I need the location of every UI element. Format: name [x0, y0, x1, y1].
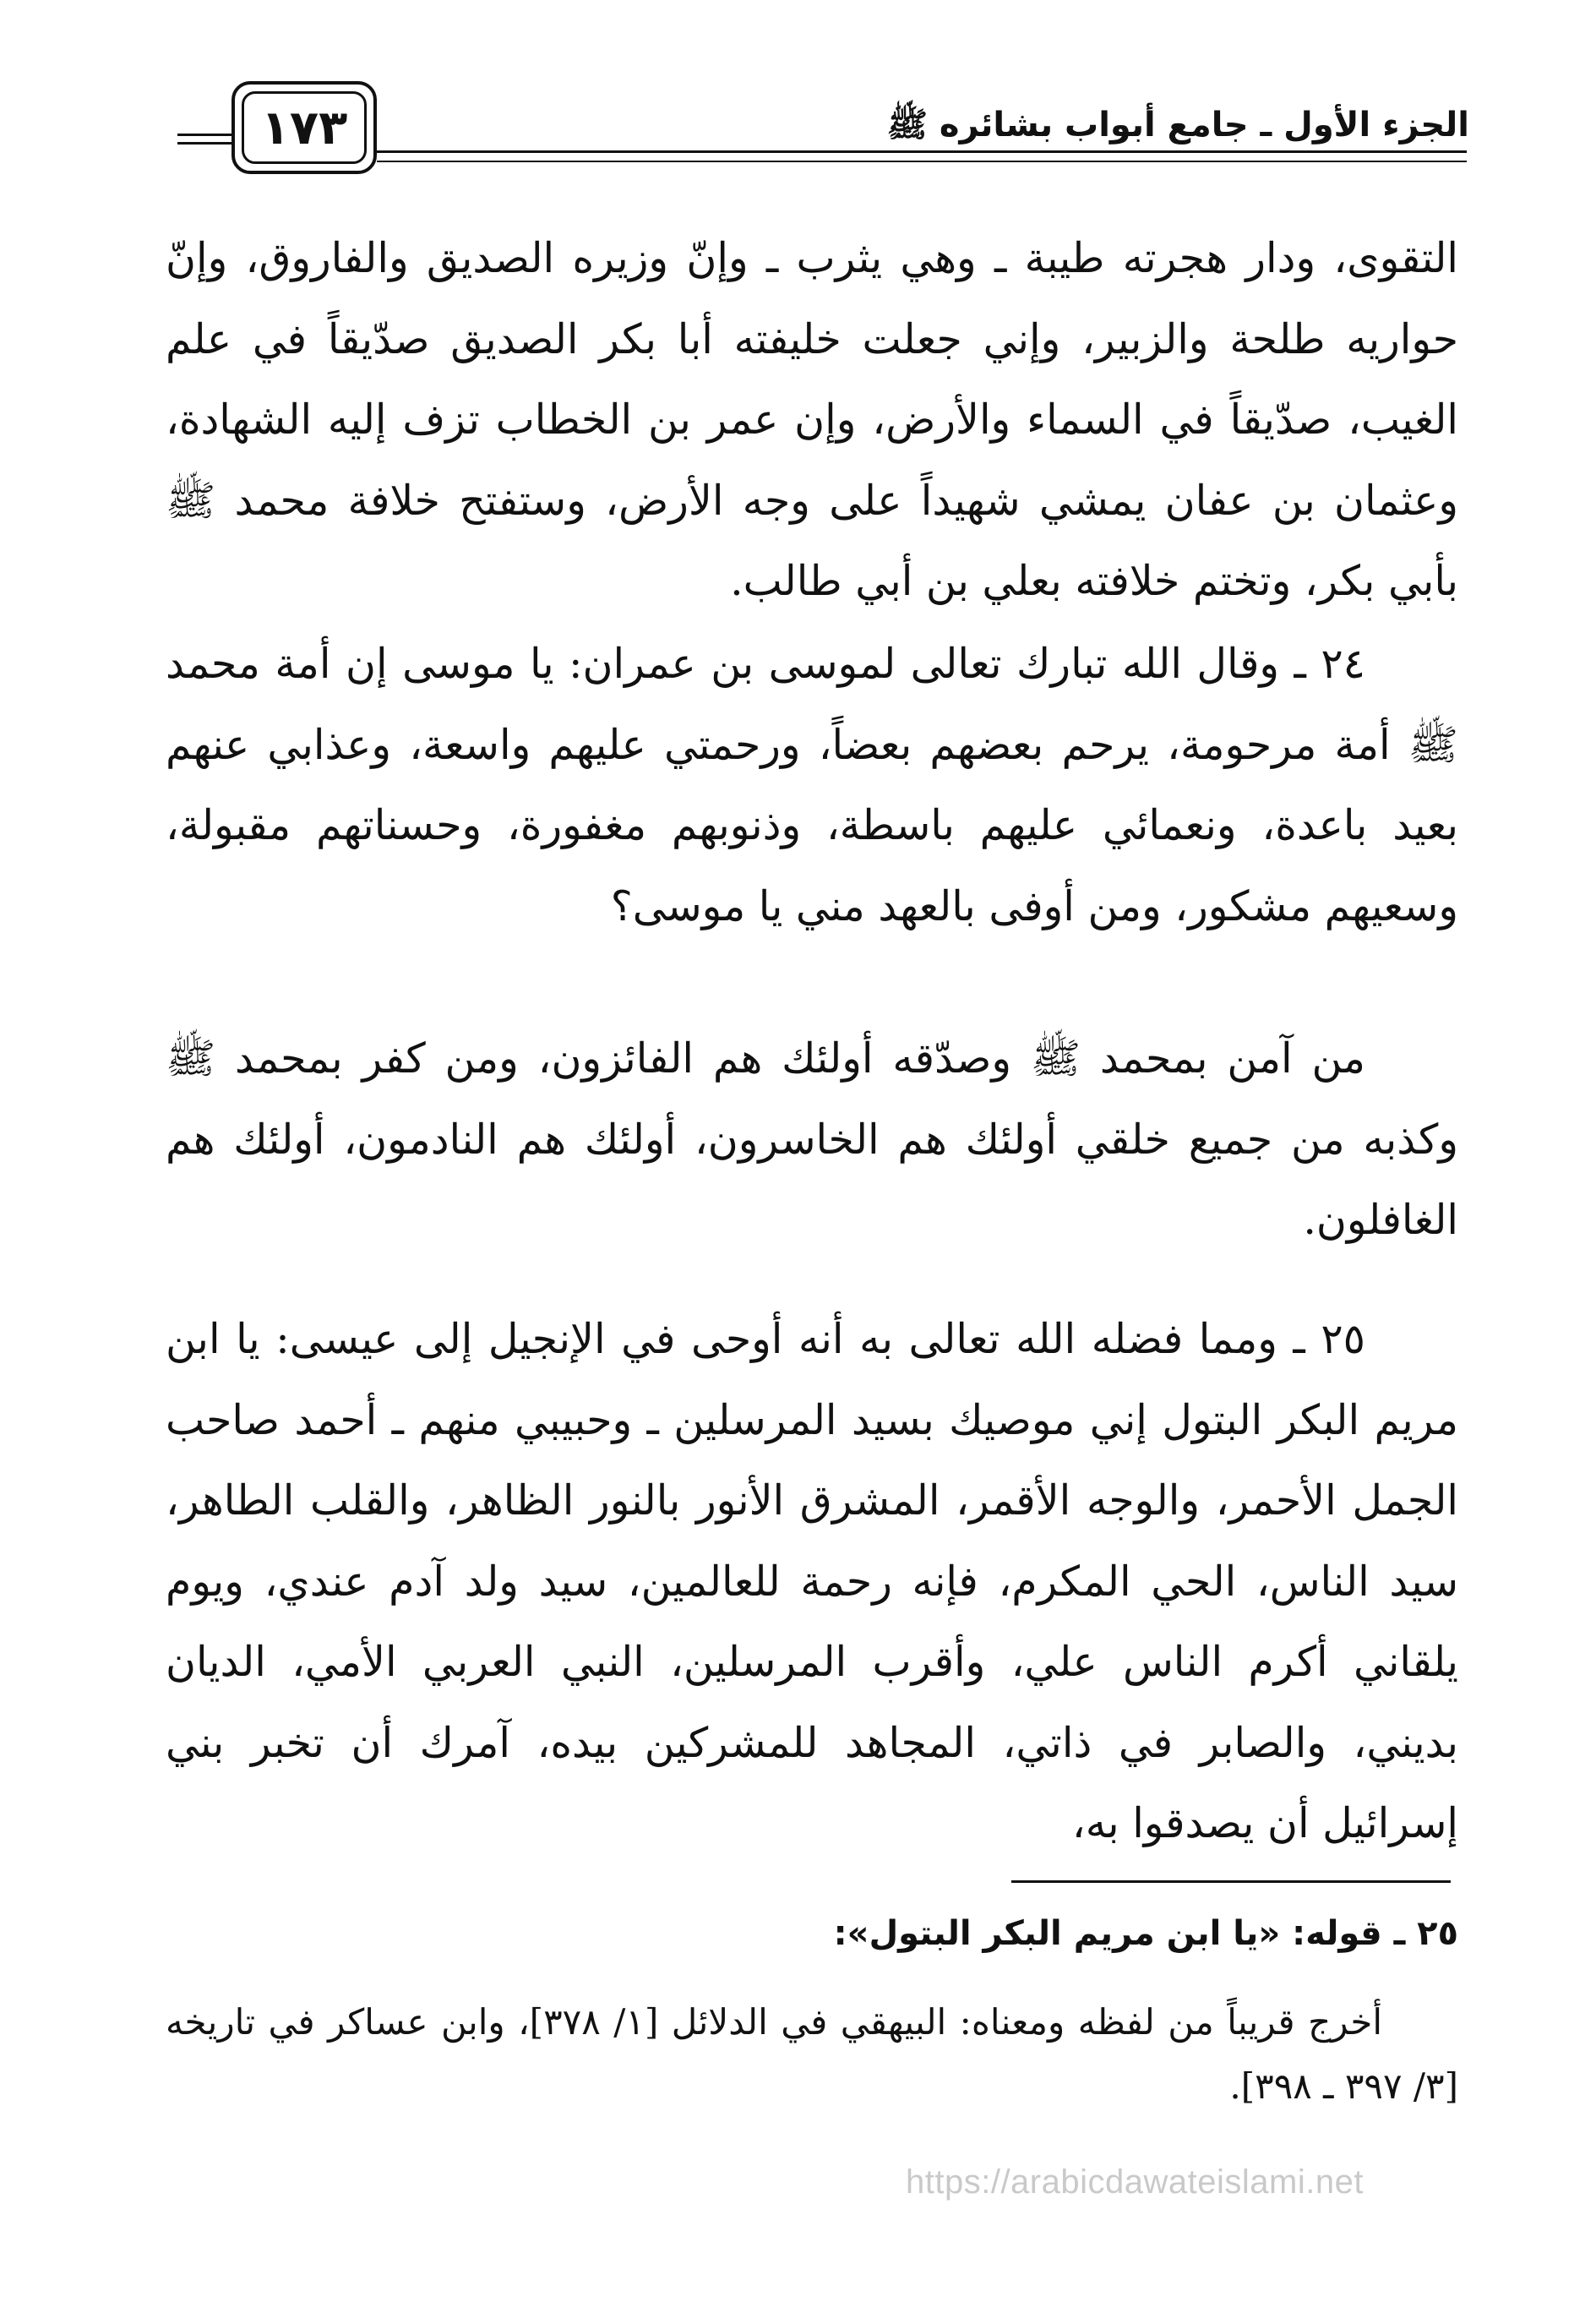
paragraph-3: من آمن بمحمد ﷺ وصدّقه أولئك هم الفائزون، ومن كفر بمحمد ﷺ وكذبه من جميع خلقي أولئك هم الخاسرون، أولئك هم النادمون، أولئك هم الغافلون.: [166, 1034, 1458, 1244]
footnote-separator: [1011, 1880, 1451, 1883]
header-rule-right-2: [377, 161, 1467, 162]
header-rule-right: [377, 150, 1467, 153]
header-rule-left: [177, 134, 233, 136]
paragraph-1: التقوى، ودار هجرته طيبة ـ وهي يثرب ـ وإنّ وزيره الصديق والفاروق، وإنّ حواريه طلحة والزبير، وإني جعلت خليفته أبا بكر الصديق صدّيقاً في علم الغيب، صدّيقاً في السماء والأرض، وإن عمر بن الخطاب تزف إليه الشهادة، وعثمان بن عفان يمشي شهيداً على وجه الأرض، وستفتح خلافة محمد ﷺ بأبي بكر، وتختم خلافته بعلي بن أبي طالب.: [166, 234, 1458, 605]
paragraph-2: ٢٤ ـ وقال الله تبارك تعالى لموسى بن عمران: يا موسى إن أمة محمد ﷺ أمة مرحومة، يرحم بعضهم بعضاً، ورحمتي عليهم واسعة، وعذابي عنهم بعيد باعدة، ونعمائي عليهم باسطة، وذنوبهم مغفورة، وحسناتهم مقبولة، وسعيهم مشكور، ومن أوفى بالعهد مني يا موسى؟: [166, 640, 1458, 930]
running-header: الجزء الأول ـ جامع أبواب بشائره ﷺ: [886, 106, 1469, 145]
page-number-frame: [232, 81, 377, 174]
header-rule-left-2: [177, 142, 233, 145]
footnote-heading: ٢٥ ـ قوله: «يا ابن مريم البكر البتول»:: [833, 1914, 1458, 1953]
paragraph-4: ٢٥ ـ ومما فضله الله تعالى به أنه أوحى في الإنجيل إلى عيسى: يا ابن مريم البكر البتول إني موصيك بسيد المرسلين ـ وحبيبي منهم ـ أحمد صاحب الجمل الأحمر، والوجه الأقمر، المشرق الأنور بالنور الظاهر، والقلب الطاهر، سيد الناس، الحي المكرم، فإنه رحمة للعالمين، سيد ولد آدم عندي، ويوم يلقاني أكرم الناس علي، وأقرب المرسلين، النبي العربي الأمي، الديان بديني، والصابر في ذاتي، المجاهد للمشركين بيده، آمرك أن تخبر بني إسرائيل أن يصدقوا به،: [166, 1315, 1458, 1847]
page-number: ١٧٣: [242, 91, 367, 164]
footnote-text: أخرج قريباً من لفظه ومعناه: البيهقي في الدلائل [١/ ٣٧٨]، وابن عساكر في تاريخه [٣/ ٣٩٧ ـ ٣٩٨].: [166, 2001, 1458, 2107]
watermark-url: https://arabicdawateislami.net: [906, 2163, 1364, 2201]
